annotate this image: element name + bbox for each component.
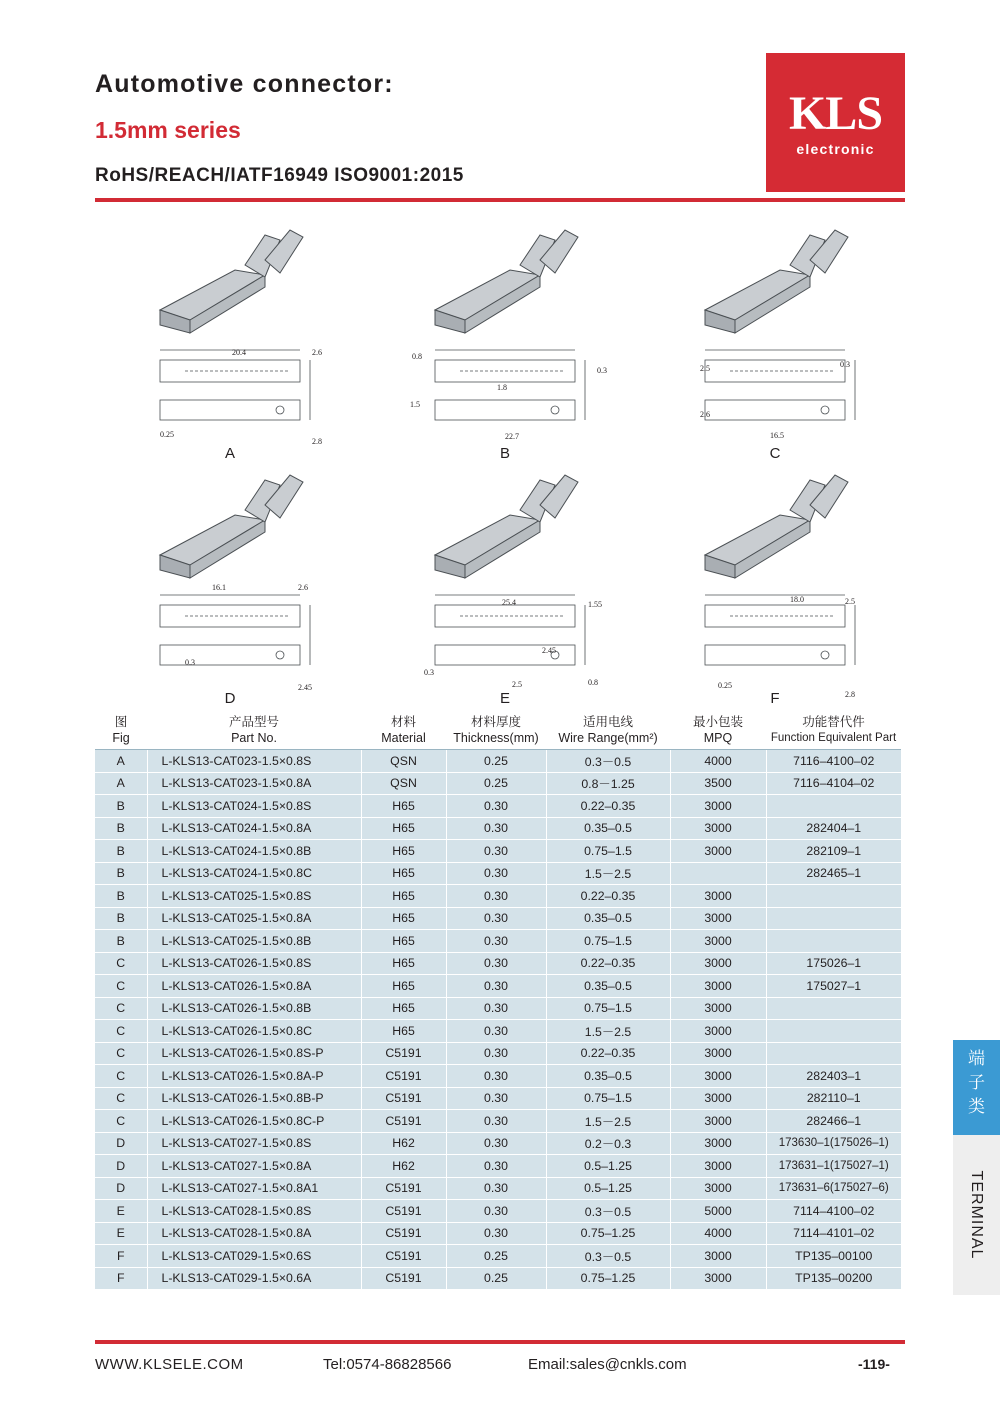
- table-cell: 1.5－2.5: [546, 1110, 670, 1133]
- table-row: [95, 795, 901, 818]
- page-title: Automotive connector:: [95, 70, 394, 98]
- table-cell: 3000: [670, 1155, 766, 1178]
- table-cell: H65: [361, 840, 446, 863]
- table-cell: 175026–1: [766, 952, 901, 975]
- table-cell: 0.75–1.5: [546, 840, 670, 863]
- footer-telephone: Tel:0574-86828566: [323, 1356, 452, 1373]
- column-header: [361, 710, 446, 750]
- table-cell: D: [95, 1177, 147, 1200]
- table-row: [95, 885, 901, 908]
- table-cell: B: [95, 840, 147, 863]
- table-cell: 0.25: [446, 1245, 546, 1268]
- table-cell: L-KLS13-CAT027-1.5×0.8S: [147, 1132, 361, 1155]
- table-cell: [766, 885, 901, 908]
- table-cell: [670, 862, 766, 885]
- dimension-label: 0.3: [840, 360, 850, 369]
- table-cell: 0.30: [446, 1155, 546, 1178]
- table-cell: L-KLS13-CAT026-1.5×0.8C: [147, 1020, 361, 1043]
- table-cell: 1.5－2.5: [546, 1020, 670, 1043]
- table-cell: B: [95, 930, 147, 953]
- side-tab-terminal: [953, 1135, 1000, 1295]
- table-cell: 173631–1(175027–1): [766, 1155, 901, 1178]
- table-cell: C5191: [361, 1267, 446, 1290]
- dimension-label: 1.5: [410, 400, 420, 409]
- table-cell: 0.35–0.5: [546, 1065, 670, 1088]
- table-cell: 1.5－2.5: [546, 862, 670, 885]
- table-cell: H65: [361, 975, 446, 998]
- dimension-label: 0.8: [412, 352, 422, 361]
- table-cell: C: [95, 1110, 147, 1133]
- column-header-en: Wire Range(mm²): [558, 731, 658, 745]
- dimension-label: 2.5: [700, 364, 710, 373]
- table-cell: 3000: [670, 1245, 766, 1268]
- table-cell: 0.22–0.35: [546, 795, 670, 818]
- dimension-label: 2.6: [298, 583, 308, 592]
- table-cell: 0.30: [446, 1177, 546, 1200]
- dimension-label: 2.6: [312, 348, 322, 357]
- side-tab-char: 类: [968, 1097, 985, 1116]
- table-cell: TP135–00200: [766, 1267, 901, 1290]
- table-cell: 7114–4101–02: [766, 1222, 901, 1245]
- table-cell: 3000: [670, 930, 766, 953]
- table-cell: C: [95, 1020, 147, 1043]
- table-cell: L-KLS13-CAT024-1.5×0.8B: [147, 840, 361, 863]
- column-header-cn: 最小包装: [692, 715, 743, 729]
- table-cell: F: [95, 1267, 147, 1290]
- table-cell: 0.75–1.25: [546, 1222, 670, 1245]
- table-cell: L-KLS13-CAT024-1.5×0.8S: [147, 795, 361, 818]
- table-cell: 0.3－0.5: [546, 1245, 670, 1268]
- dimension-label: 0.8: [588, 678, 598, 687]
- table-cell: F: [95, 1245, 147, 1268]
- column-header-cn: 适用电线: [582, 715, 633, 729]
- table-cell: L-KLS13-CAT028-1.5×0.8S: [147, 1200, 361, 1223]
- side-tab-category: [953, 1040, 1000, 1135]
- table-cell: 173630–1(175026–1): [766, 1132, 901, 1155]
- table-cell: 7116–4104–02: [766, 772, 901, 795]
- table-cell: L-KLS13-CAT023-1.5×0.8A: [147, 772, 361, 795]
- table-cell: L-KLS13-CAT026-1.5×0.8S: [147, 952, 361, 975]
- table-cell: 7114–4100–02: [766, 1200, 901, 1223]
- table-cell: 0.75–1.5: [546, 1087, 670, 1110]
- table-body: [95, 750, 901, 1290]
- table-cell: [766, 1042, 901, 1065]
- table-cell: H65: [361, 862, 446, 885]
- table-cell: 0.35–0.5: [546, 907, 670, 930]
- table-cell: 0.30: [446, 795, 546, 818]
- table-cell: 3000: [670, 952, 766, 975]
- table-row: [95, 817, 901, 840]
- table-cell: C5191: [361, 1042, 446, 1065]
- table-row: [95, 907, 901, 930]
- table-cell: 175027–1: [766, 975, 901, 998]
- column-header-cn: 功能替代件: [802, 715, 865, 729]
- table-cell: H65: [361, 885, 446, 908]
- table-cell: C5191: [361, 1222, 446, 1245]
- table-cell: C: [95, 1042, 147, 1065]
- dimension-label: 22.7: [505, 432, 519, 441]
- table-cell: H65: [361, 1020, 446, 1043]
- dimension-label: 18.0: [790, 595, 804, 604]
- table-header-row: [95, 710, 901, 750]
- table-row: [95, 1087, 901, 1110]
- logo-main-text: KLS: [788, 87, 883, 140]
- column-header: [670, 710, 766, 750]
- dimension-label: 1.8: [497, 383, 507, 392]
- table-cell: L-KLS13-CAT024-1.5×0.8C: [147, 862, 361, 885]
- table-cell: 0.22–0.35: [546, 1042, 670, 1065]
- table-cell: 0.35–0.5: [546, 817, 670, 840]
- column-header-en: MPQ: [703, 731, 733, 745]
- table-cell: 282110–1: [766, 1087, 901, 1110]
- table-cell: L-KLS13-CAT029-1.5×0.6S: [147, 1245, 361, 1268]
- dimension-label: 0.3: [597, 366, 607, 375]
- column-header-en: Thickness(mm): [453, 731, 539, 745]
- column-header: [147, 710, 361, 750]
- table-cell: C5191: [361, 1110, 446, 1133]
- table-cell: 0.5–1.25: [546, 1155, 670, 1178]
- column-header-en: Function Equivalent Part: [770, 732, 897, 744]
- table-cell: 3000: [670, 1020, 766, 1043]
- column-header-cn: 图: [114, 715, 128, 729]
- table-cell: A: [95, 750, 147, 773]
- table-cell: 282403–1: [766, 1065, 901, 1088]
- table-cell: 0.5–1.25: [546, 1177, 670, 1200]
- table-cell: 0.30: [446, 907, 546, 930]
- figure-label: C: [769, 445, 781, 462]
- table-cell: 0.75–1.5: [546, 997, 670, 1020]
- table-cell: 0.30: [446, 930, 546, 953]
- table-row: [95, 1267, 901, 1290]
- dimension-label: 2.8: [312, 437, 322, 446]
- table-row: [95, 997, 901, 1020]
- table-row: [95, 1177, 901, 1200]
- table-cell: QSN: [361, 772, 446, 795]
- table-row: [95, 1245, 901, 1268]
- table-row: [95, 750, 901, 773]
- table-row: [95, 840, 901, 863]
- footer-email: Email:sales@cnkls.com: [528, 1356, 687, 1373]
- table-cell: L-KLS13-CAT026-1.5×0.8A: [147, 975, 361, 998]
- table-cell: 0.3－0.5: [546, 750, 670, 773]
- table-row: [95, 1065, 901, 1088]
- figure-b: [390, 215, 620, 465]
- table-cell: 0.8－1.25: [546, 772, 670, 795]
- table-cell: 0.30: [446, 1110, 546, 1133]
- table-row: [95, 930, 901, 953]
- side-tab-char: 子: [968, 1073, 985, 1092]
- table-cell: L-KLS13-CAT026-1.5×0.8B: [147, 997, 361, 1020]
- table-cell: 3000: [670, 1132, 766, 1155]
- column-header-cn: 产品型号: [228, 715, 279, 729]
- table-cell: 0.22–0.35: [546, 952, 670, 975]
- table-cell: H65: [361, 952, 446, 975]
- column-header: [546, 710, 670, 750]
- table-cell: A: [95, 772, 147, 795]
- table-cell: H65: [361, 817, 446, 840]
- table-cell: TP135–00100: [766, 1245, 901, 1268]
- page-number: -119-: [858, 1356, 890, 1372]
- table-cell: 0.30: [446, 1020, 546, 1043]
- table-cell: B: [95, 907, 147, 930]
- table-cell: 3000: [670, 907, 766, 930]
- table-cell: L-KLS13-CAT026-1.5×0.8B-P: [147, 1087, 361, 1110]
- dimension-label: 2.5: [845, 597, 855, 606]
- column-header: [95, 710, 147, 750]
- table-cell: C5191: [361, 1065, 446, 1088]
- table-row: [95, 952, 901, 975]
- table-row: [95, 862, 901, 885]
- table-cell: B: [95, 885, 147, 908]
- table-cell: 0.25: [446, 750, 546, 773]
- table-row: [95, 975, 901, 998]
- table-cell: 0.30: [446, 1132, 546, 1155]
- table-cell: L-KLS13-CAT025-1.5×0.8B: [147, 930, 361, 953]
- table-cell: L-KLS13-CAT024-1.5×0.8A: [147, 817, 361, 840]
- table-cell: [766, 997, 901, 1020]
- table-cell: L-KLS13-CAT026-1.5×0.8A-P: [147, 1065, 361, 1088]
- table-cell: C: [95, 952, 147, 975]
- table-cell: H65: [361, 930, 446, 953]
- table-cell: 3000: [670, 795, 766, 818]
- table-cell: H65: [361, 907, 446, 930]
- figure-c: [660, 215, 890, 465]
- table-cell: 0.25: [446, 772, 546, 795]
- table-cell: [766, 907, 901, 930]
- table-cell: C: [95, 975, 147, 998]
- table-cell: 3000: [670, 1065, 766, 1088]
- table-row: [95, 772, 901, 795]
- table-cell: [766, 795, 901, 818]
- table-cell: L-KLS13-CAT023-1.5×0.8S: [147, 750, 361, 773]
- table-cell: 3000: [670, 1042, 766, 1065]
- table-cell: C: [95, 1065, 147, 1088]
- table-cell: 282404–1: [766, 817, 901, 840]
- kls-logo: [766, 53, 905, 192]
- table-row: [95, 1110, 901, 1133]
- table-cell: 0.30: [446, 1200, 546, 1223]
- dimension-label: 0.3: [185, 658, 195, 667]
- table-cell: B: [95, 862, 147, 885]
- logo-sub-text: electronic: [796, 141, 875, 157]
- table-cell: C: [95, 1087, 147, 1110]
- table-row: [95, 1042, 901, 1065]
- spec-table: [95, 710, 901, 1290]
- dimension-label: 2.8: [845, 690, 855, 699]
- table-cell: 3000: [670, 885, 766, 908]
- dimension-label: 2.5: [512, 680, 522, 689]
- dimension-label: 2.45: [298, 683, 312, 692]
- table-cell: 0.30: [446, 885, 546, 908]
- table-row: [95, 1200, 901, 1223]
- dimension-label: 0.25: [718, 681, 732, 690]
- table-cell: 0.30: [446, 1065, 546, 1088]
- table-cell: 0.30: [446, 1042, 546, 1065]
- table-cell: C5191: [361, 1087, 446, 1110]
- figure-label: B: [499, 445, 510, 462]
- footer-divider: [95, 1340, 905, 1344]
- header-divider: [95, 198, 905, 202]
- table-cell: 0.75–1.25: [546, 1267, 670, 1290]
- table-cell: C5191: [361, 1245, 446, 1268]
- dimension-label: 0.3: [424, 668, 434, 677]
- table-cell: L-KLS13-CAT027-1.5×0.8A1: [147, 1177, 361, 1200]
- table-cell: L-KLS13-CAT026-1.5×0.8S-P: [147, 1042, 361, 1065]
- column-header-en: Fig: [112, 731, 130, 745]
- side-tab-label: TERMINAL: [968, 1170, 985, 1260]
- table-cell: B: [95, 817, 147, 840]
- table-cell: 0.30: [446, 1222, 546, 1245]
- table-cell: D: [95, 1132, 147, 1155]
- table-cell: 3000: [670, 1110, 766, 1133]
- table-row: [95, 1132, 901, 1155]
- table-cell: L-KLS13-CAT025-1.5×0.8S: [147, 885, 361, 908]
- table-cell: 0.25: [446, 1267, 546, 1290]
- figure-label: A: [224, 445, 235, 462]
- table-cell: 0.75–1.5: [546, 930, 670, 953]
- table-cell: 3000: [670, 1087, 766, 1110]
- dimension-label: 16.1: [212, 583, 226, 592]
- dimension-label: 25.4: [502, 598, 516, 607]
- table-cell: 3000: [670, 817, 766, 840]
- table-cell: C: [95, 997, 147, 1020]
- column-header-en: Part No.: [231, 731, 277, 745]
- table-cell: E: [95, 1200, 147, 1223]
- footer-website: WWW.KLSELE.COM: [95, 1356, 244, 1373]
- figure-label: E: [499, 690, 510, 707]
- table-cell: 4000: [670, 750, 766, 773]
- table-cell: 3000: [670, 997, 766, 1020]
- table-cell: 282109–1: [766, 840, 901, 863]
- table-cell: 3000: [670, 1267, 766, 1290]
- table-cell: QSN: [361, 750, 446, 773]
- column-header-cn: 材料: [390, 715, 416, 729]
- table-cell: 0.30: [446, 840, 546, 863]
- table-cell: 0.30: [446, 1087, 546, 1110]
- table-cell: 0.35–0.5: [546, 975, 670, 998]
- table-cell: 5000: [670, 1200, 766, 1223]
- table-cell: L-KLS13-CAT026-1.5×0.8C-P: [147, 1110, 361, 1133]
- table-row: [95, 1222, 901, 1245]
- table-cell: L-KLS13-CAT027-1.5×0.8A: [147, 1155, 361, 1178]
- column-header: [446, 710, 546, 750]
- table-cell: 0.30: [446, 952, 546, 975]
- table-cell: H62: [361, 1155, 446, 1178]
- figure-label: D: [224, 690, 236, 707]
- table-cell: 0.30: [446, 817, 546, 840]
- table-cell: 282465–1: [766, 862, 901, 885]
- figure-a: [115, 215, 345, 465]
- table-cell: E: [95, 1222, 147, 1245]
- table-cell: 3000: [670, 1177, 766, 1200]
- column-header-en: Material: [381, 731, 426, 745]
- dimension-label: 1.55: [588, 600, 602, 609]
- table-cell: B: [95, 795, 147, 818]
- table-cell: H65: [361, 997, 446, 1020]
- table-cell: H62: [361, 1132, 446, 1155]
- certifications: RoHS/REACH/IATF16949 ISO9001:2015: [95, 165, 464, 186]
- side-tab-char: 端: [968, 1049, 985, 1068]
- table-cell: 0.30: [446, 975, 546, 998]
- table-cell: [766, 1020, 901, 1043]
- table-cell: C5191: [361, 1177, 446, 1200]
- table-cell: 0.22–0.35: [546, 885, 670, 908]
- column-header: [766, 710, 901, 750]
- table-cell: H65: [361, 795, 446, 818]
- table-cell: 282466–1: [766, 1110, 901, 1133]
- table-cell: L-KLS13-CAT025-1.5×0.8A: [147, 907, 361, 930]
- dimension-label: 2.45: [542, 646, 556, 655]
- table-cell: 0.30: [446, 862, 546, 885]
- table-cell: 3000: [670, 840, 766, 863]
- table-cell: 7116–4100–02: [766, 750, 901, 773]
- table-cell: 3000: [670, 975, 766, 998]
- table-cell: 0.2－0.3: [546, 1132, 670, 1155]
- dimension-label: 0.25: [160, 430, 174, 439]
- table-cell: L-KLS13-CAT029-1.5×0.6A: [147, 1267, 361, 1290]
- table-cell: 3500: [670, 772, 766, 795]
- figure-label: F: [770, 690, 780, 707]
- table-cell: 0.3－0.5: [546, 1200, 670, 1223]
- figure-d: [115, 460, 345, 710]
- table-cell: D: [95, 1155, 147, 1178]
- table-cell: 173631–6(175027–6): [766, 1177, 901, 1200]
- dimension-label: 16.5: [770, 431, 784, 440]
- dimension-label: 2.6: [700, 410, 710, 419]
- table-cell: L-KLS13-CAT028-1.5×0.8A: [147, 1222, 361, 1245]
- table-cell: 0.30: [446, 997, 546, 1020]
- table-cell: 4000: [670, 1222, 766, 1245]
- figure-f: [660, 460, 890, 710]
- table-row: [95, 1155, 901, 1178]
- column-header-cn: 材料厚度: [470, 715, 521, 729]
- table-cell: C5191: [361, 1200, 446, 1223]
- series-subtitle: 1.5mm series: [95, 117, 241, 143]
- table-row: [95, 1020, 901, 1043]
- table-cell: [766, 930, 901, 953]
- dimension-label: 20.4: [232, 348, 246, 357]
